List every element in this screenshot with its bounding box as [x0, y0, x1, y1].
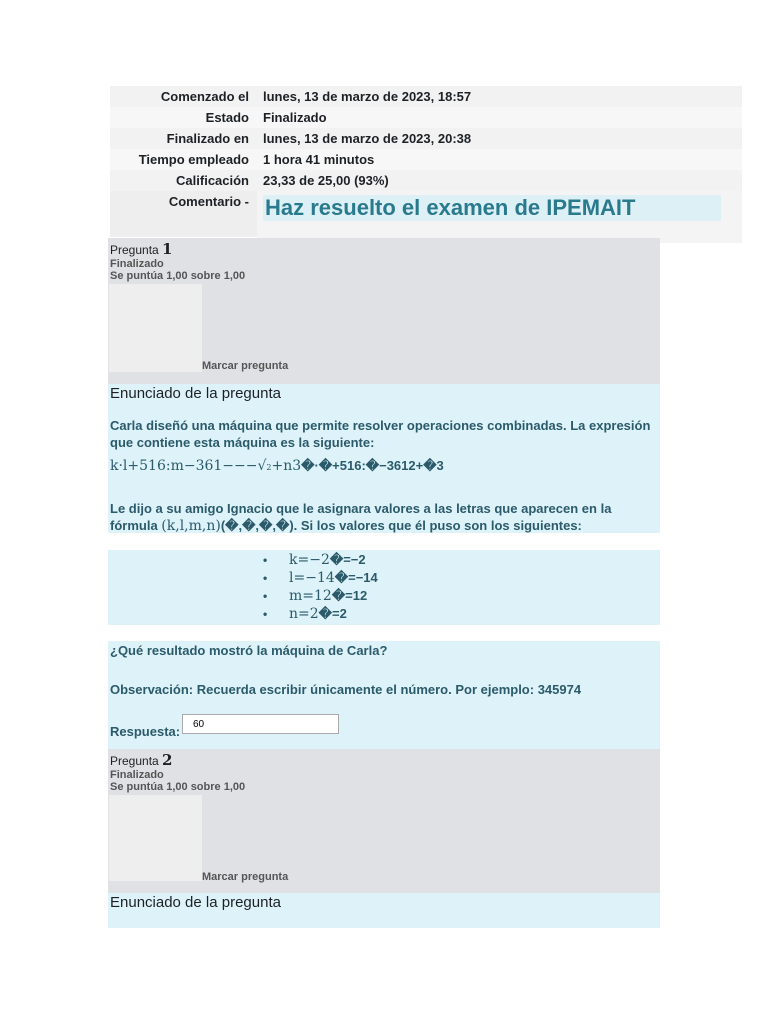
question-title: Enunciado de la pregunta [110, 385, 281, 402]
summary-value: 23,33 de 25,00 (93%) [257, 170, 742, 191]
summary-row-state [110, 107, 742, 128]
summary-label: Finalizado en [110, 128, 257, 149]
question-nav-box [109, 795, 202, 881]
summary-row-grade [110, 170, 742, 191]
question-expression [108, 457, 660, 476]
question-paragraph-2 [108, 500, 660, 535]
question-number [110, 751, 172, 769]
summary-label: Comentario - [110, 191, 257, 237]
value-math: m=12 [289, 588, 332, 604]
question-2-info [108, 749, 660, 893]
value-math: n=2 [289, 606, 319, 622]
question-nav-box [109, 284, 202, 372]
expression-math-tail: +n3 [271, 458, 302, 474]
variables-math: (k,l,m,n) [161, 518, 221, 534]
list-item [263, 605, 660, 623]
question-number [110, 240, 172, 258]
expression-math: k·l+516:m−361−−−√ [110, 458, 267, 474]
summary-label: Calificación [110, 170, 257, 191]
question-prefix: Pregunta [110, 243, 159, 257]
value-text: �=12 [331, 588, 368, 603]
flag-question-link[interactable]: Marcar pregunta [202, 360, 289, 372]
expression-fallback: �·�+516:�−3612+�3 [301, 458, 444, 473]
question-grade: Se puntúa 1,00 sobre 1,00 [110, 781, 246, 793]
question-num: 2 [162, 751, 173, 769]
list-item [263, 569, 660, 587]
attempt-summary-table [110, 86, 742, 243]
question-state: Finalizado [110, 258, 164, 270]
summary-value: lunes, 13 de marzo de 2023, 18:57 [257, 86, 742, 107]
summary-label: Estado [110, 107, 257, 128]
values-block [108, 550, 660, 625]
paragraph-text: Le dijo a su amigo Ignacio que le asignara valores a las letras que aparecen en la fórmula [110, 501, 612, 533]
comment-cell [257, 191, 742, 243]
paragraph-text-2: (�,�,�,�). Si los valores que él puso son los siguientes: [220, 518, 582, 533]
value-text: �=−14 [334, 570, 378, 585]
question-2-content [108, 893, 660, 928]
question-paragraph: Carla diseñó una máquina que permite resolver operaciones combinadas. La expresión que contiene esta máquina es la siguiente: [110, 418, 651, 450]
summary-row-comment [110, 191, 742, 243]
list-item [263, 551, 660, 569]
question-ask: ¿Qué resultado mostró la máquina de Carla? [110, 643, 388, 658]
list-item [263, 587, 660, 605]
value-math: l=−14 [289, 570, 335, 586]
question-title: Enunciado de la pregunta [110, 894, 281, 911]
expression-root-index: 2 [266, 463, 272, 472]
question-num: 1 [162, 240, 173, 258]
summary-value: lunes, 13 de marzo de 2023, 20:38 [257, 128, 742, 149]
question-prefix: Pregunta [110, 754, 159, 768]
question-1-content [108, 384, 660, 533]
question-grade: Se puntúa 1,00 sobre 1,00 [110, 270, 246, 282]
question-note: Observación: Recuerda escribir únicamente el número. Por ejemplo: 345974 [110, 682, 582, 697]
question-1-info [108, 238, 660, 384]
summary-label: Comenzado el [110, 86, 257, 107]
summary-value: 1 hora 41 minutos [257, 149, 742, 170]
summary-row-time [110, 149, 742, 170]
summary-label: Tiempo empleado [110, 149, 257, 170]
flag-question-link[interactable]: Marcar pregunta [202, 871, 289, 883]
answer-input[interactable] [182, 714, 339, 734]
summary-row-started [110, 86, 742, 107]
feedback-comment: Haz resuelto el examen de IPEMAIT [263, 195, 721, 221]
answer-label: Respuesta: [110, 724, 181, 739]
summary-value: Finalizado [257, 107, 742, 128]
answer-block [108, 641, 660, 749]
value-text: �=2 [318, 606, 347, 621]
question-state: Finalizado [110, 769, 164, 781]
values-list [263, 551, 660, 623]
value-math: k=−2 [289, 552, 330, 568]
value-text: �=−2 [329, 552, 366, 567]
summary-row-finished [110, 128, 742, 149]
